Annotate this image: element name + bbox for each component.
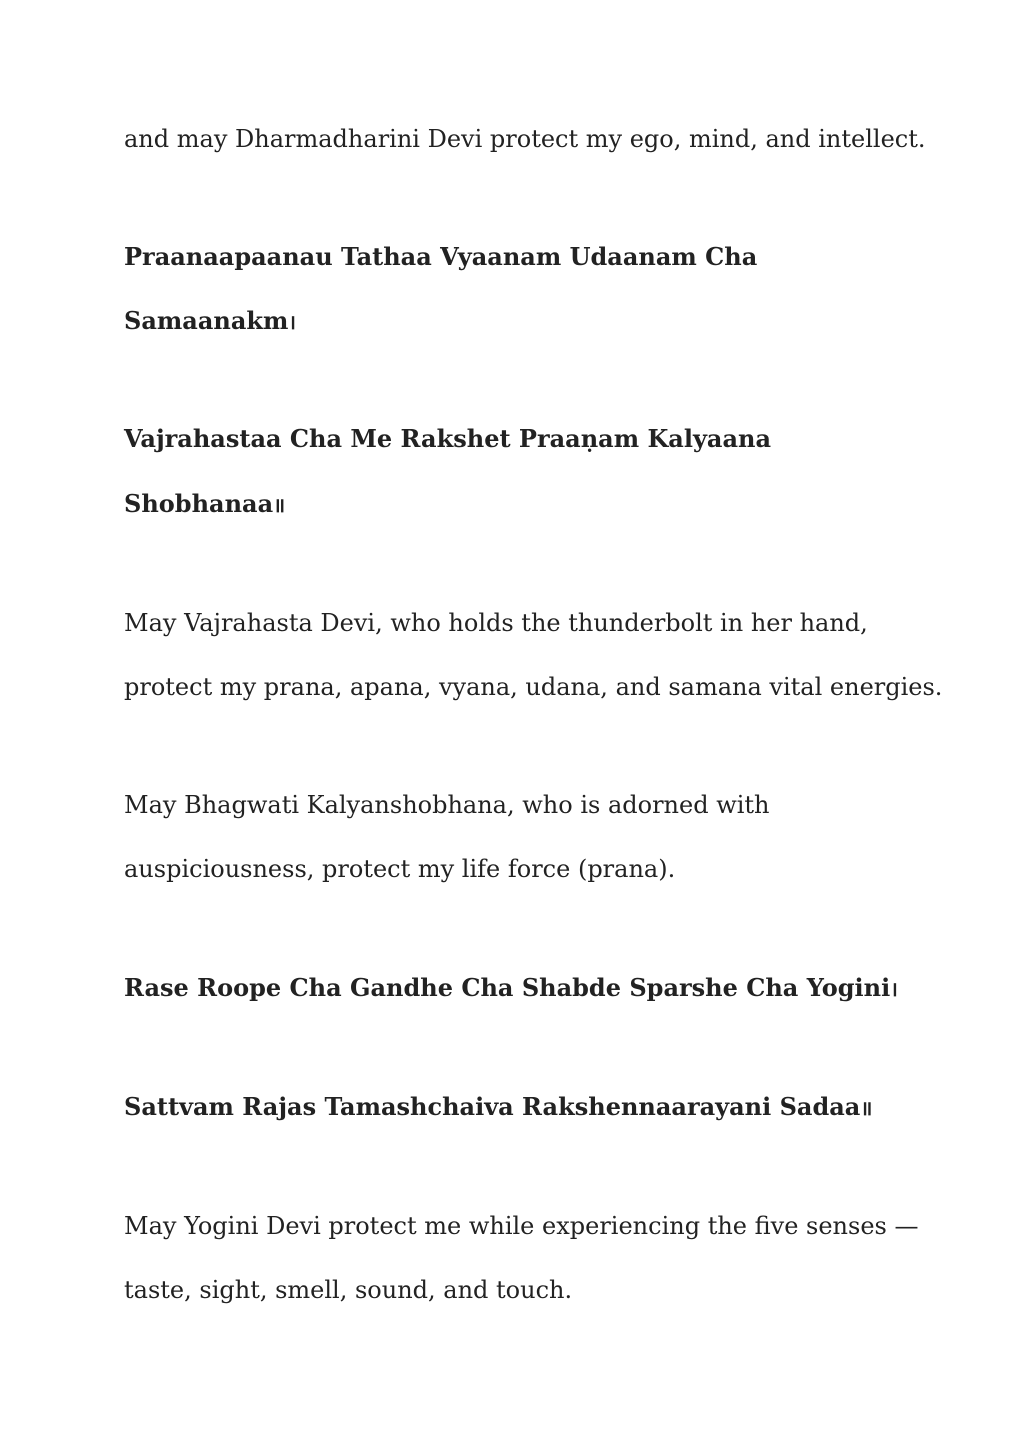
translation-line: May Bhagwati Kalyanshobhana, who is adorned with (124, 791, 770, 819)
translation-line: May Vajrahasta Devi, who holds the thunderbolt in her hand, (124, 609, 868, 637)
verse-line (124, 306, 924, 337)
translation-line: auspiciousness, protect my life force (prana). (124, 855, 676, 883)
translation-line: and may Dharmadharini Devi protect my ego, mind, and intellect. (124, 125, 926, 153)
translation-line: May Yogini Devi protect me while experiencing the five senses — (124, 1212, 919, 1240)
translation-line: protect my prana, apana, vyana, udana, and samana vital energies. (124, 673, 943, 701)
verse-double-danda-mark: ॥ (273, 493, 286, 517)
verse-line (124, 489, 924, 520)
verse-text: Sattvam Rajas Tamashchaiva Rakshennaarayani Sadaa (124, 1092, 861, 1121)
translation-line: taste, sight, smell, sound, and touch. (124, 1276, 573, 1304)
verse-text: Rase Roope Cha Gandhe Cha Shabde Sparshe Cha Yogini (124, 973, 891, 1002)
verse-text: Samaanakm (124, 306, 289, 335)
verse-line (124, 424, 924, 455)
verse-line (124, 242, 924, 273)
verse-line (124, 973, 924, 1004)
verse-text: Vajrahastaa Cha Me Rakshet Praaṇam Kalyaana (124, 424, 772, 453)
verse-line (124, 1092, 924, 1123)
verse-text: Praanaapaanau Tathaa Vyaanam Udaanam Cha (124, 242, 758, 271)
verse-double-danda-mark: ॥ (860, 1096, 873, 1120)
verse-danda-mark: । (288, 310, 296, 334)
verse-text: Shobhanaa (124, 489, 274, 518)
verse-danda-mark: । (890, 977, 898, 1001)
